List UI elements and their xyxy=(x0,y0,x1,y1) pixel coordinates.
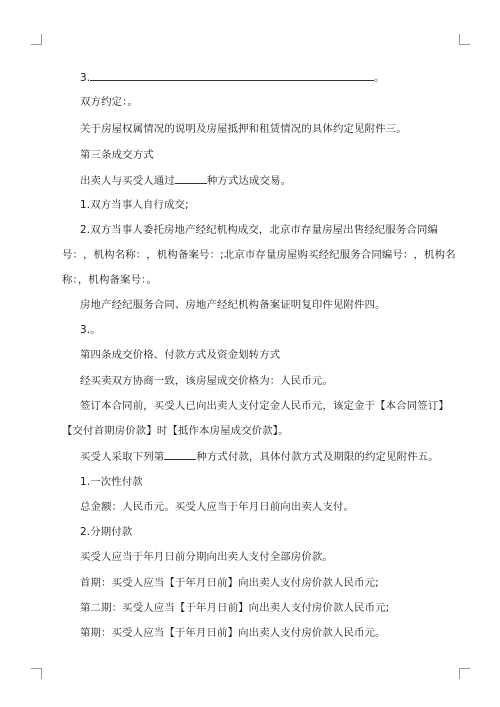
crop-mark-top-right xyxy=(459,34,470,45)
deal-option-2-line-1: 2.双方当事人委托房地产经纪机构成交，北京市存量房屋出售经纪服务合同编 xyxy=(80,224,439,236)
payment-option-1-text: 总金额：人民币元。买受人应当于年月日前向出卖人支付。 xyxy=(80,501,355,513)
price-text: 经买卖双方协商一致，该房屋成交价格为：人民币元。 xyxy=(80,375,333,387)
deal-option-1: 1.双方当事人自行成交; xyxy=(80,199,189,211)
deposit-line-1: 签订本合同前，买受人已向出卖人支付定金人民币元，该定金于【本合同签订】 xyxy=(80,400,449,412)
payment-option-1-title: 1.一次性付款 xyxy=(80,476,143,488)
item-3-text: 3.。 xyxy=(80,324,101,336)
installment-n: 第期：买受人应当【于年月日前】向出卖人支付房价款人民币元。 xyxy=(80,627,386,639)
deal-method-lead: 出卖人与买受人通过 xyxy=(80,175,175,187)
deal-method-tail: 种方式达成交易。 xyxy=(206,175,292,187)
deal-method-blank[interactable] xyxy=(175,173,207,184)
clause-3-blank[interactable] xyxy=(90,70,374,81)
clause-3-number: 3. xyxy=(80,72,91,84)
payment-method-blank[interactable] xyxy=(164,449,196,460)
crop-mark-bottom-right xyxy=(459,668,470,679)
installment-second: 第二期：买受人应当【于年月日前】向出卖人支付房价款人民币元; xyxy=(80,602,390,614)
payment-method-tail: 种方式付款，具体付款方式及期限的约定见附件五。 xyxy=(196,451,439,463)
crop-mark-bottom-left xyxy=(31,668,42,679)
attachment-3-text: 关于房屋权属情况的说明及房屋抵押和租赁情况的具体约定见附件三。 xyxy=(80,123,407,135)
deal-method-line xyxy=(0,173,500,188)
installment-first: 首期：买受人应当【于年月日前】向出卖人支付房价款人民币元; xyxy=(80,577,379,589)
attachment-4-text: 房地产经纪服务合同、房地产经纪机构备案证明复印件见附件四。 xyxy=(80,299,386,311)
deal-option-2-line-2 xyxy=(0,248,500,262)
deal-option-2-word: ，机构名 xyxy=(413,249,456,261)
crop-mark-top-left xyxy=(31,34,42,45)
agreement-text: 双方约定：。 xyxy=(80,96,139,108)
deal-option-2-word: ，机构名称： xyxy=(83,249,147,261)
clause-3-line xyxy=(0,70,500,85)
payment-option-2-title: 2.分期付款 xyxy=(80,526,133,538)
deal-option-2-line-3: 称：，机构备案号：。 xyxy=(62,274,158,286)
payment-option-2-text: 买受人应当于年月日前分期向出卖人支付全部房价款。 xyxy=(80,551,333,563)
article-3-heading: 第三条成交方式 xyxy=(80,149,154,161)
payment-method-line xyxy=(0,449,500,464)
deal-option-2-word: 号： xyxy=(62,249,84,261)
payment-method-lead: 买受人采取下列第 xyxy=(80,451,165,463)
deal-option-2-word: ，机构备案号：;北京市存量房屋购买经纪服务合同编号： xyxy=(146,249,414,261)
clause-3-end: 。 xyxy=(374,72,385,84)
article-4-heading: 第四条成交价格、付款方式及资金划转方式 xyxy=(80,349,281,361)
deposit-line-2: 【交付首期房价款】时【抵作本房屋成交价款】。 xyxy=(62,425,289,437)
